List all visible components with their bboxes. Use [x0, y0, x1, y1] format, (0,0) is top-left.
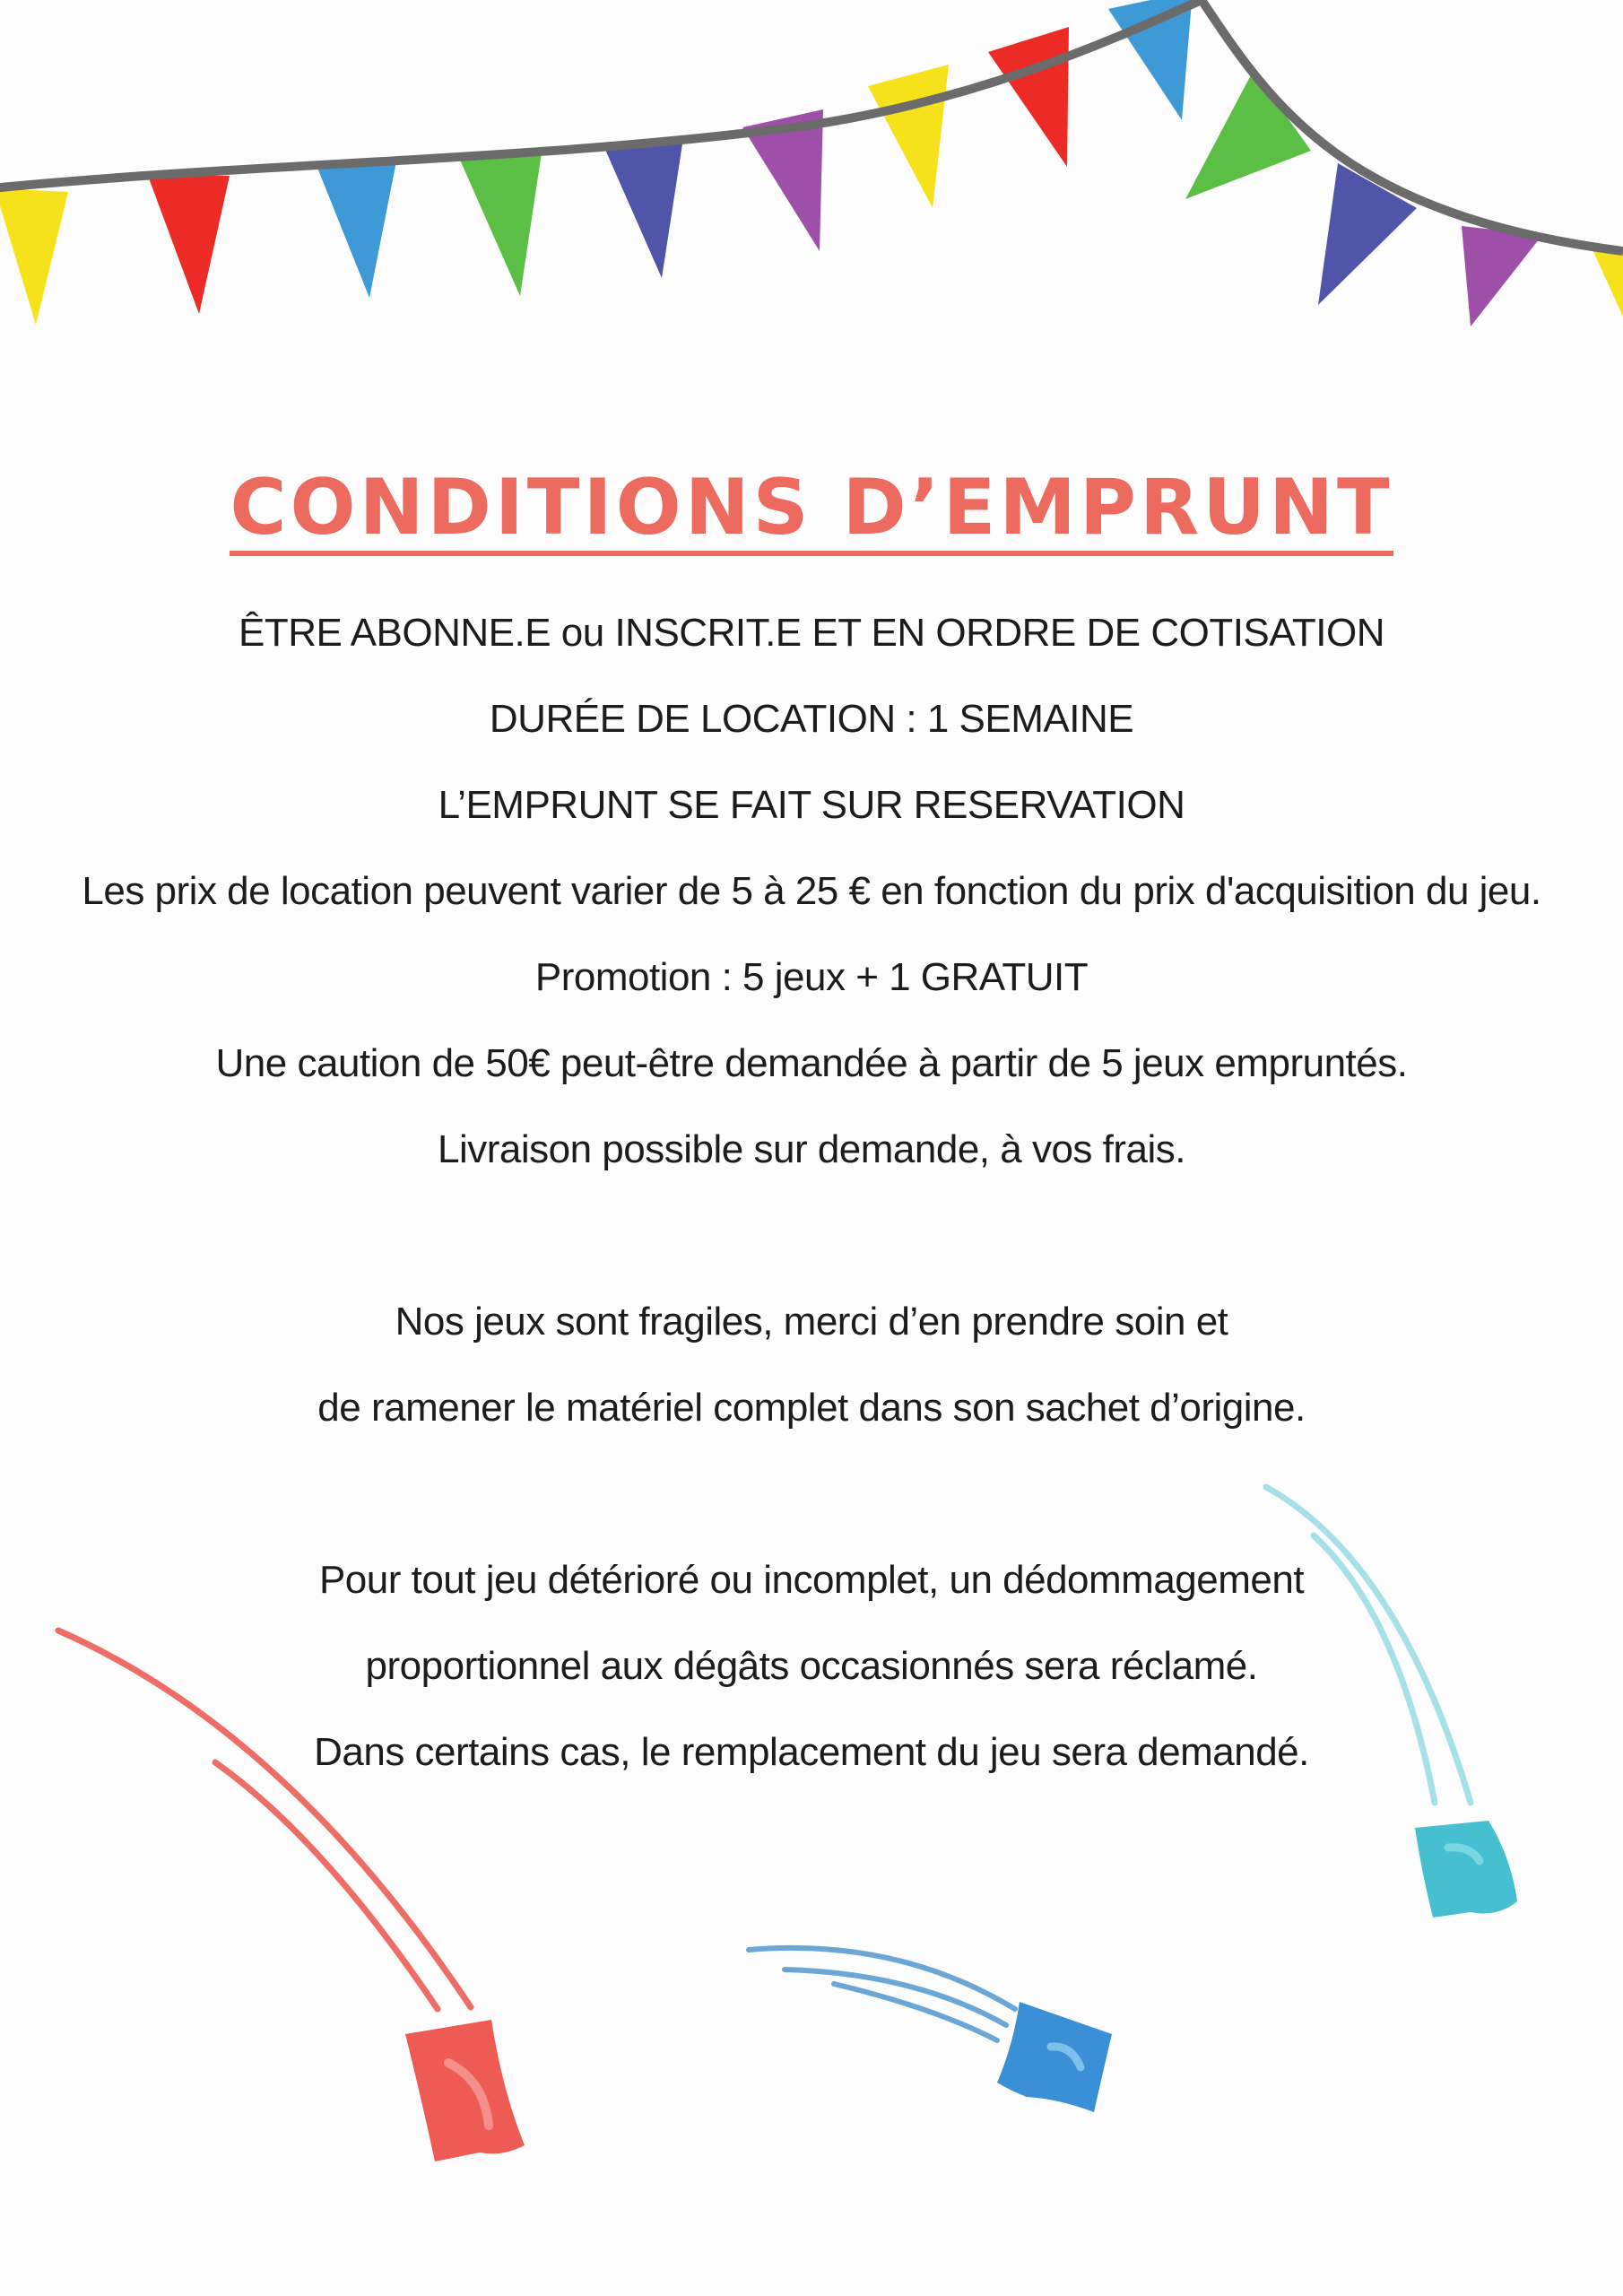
care-line: de ramener le matériel complet dans son sachet d’origine.: [317, 1386, 1306, 1430]
damage-block: [0, 1537, 1623, 1796]
condition-promotion: Promotion : 5 jeux + 1 GRATUIT: [534, 955, 1089, 999]
care-block: [0, 1279, 1623, 1451]
blue-beanbag-icon: [749, 1948, 1112, 2112]
condition-reservation: L’EMPRUNT SE FAIT SUR RESERVATION: [438, 783, 1185, 827]
damage-line: Pour tout jeu détérioré ou incomplet, un dédommagement: [318, 1558, 1305, 1602]
care-line: Nos jeux sont fragiles, merci d’en prendre soin et: [395, 1300, 1228, 1344]
damage-line: proportionnel aux dégâts occasionnés sera réclamé.: [365, 1644, 1258, 1688]
condition-duration: DURÉE DE LOCATION : 1 SEMAINE: [489, 697, 1134, 741]
condition-membership: ÊTRE ABONNE.E ou INSCRIT.E ET EN ORDRE DE COTISATION: [239, 611, 1384, 655]
page-content: [0, 463, 1623, 1796]
condition-delivery: Livraison possible sur demande, à vos frais.: [438, 1127, 1185, 1171]
condition-prices: Les prix de location peuvent varier de 5 à 25 € en fonction du prix d'acquisition du jeu.: [82, 869, 1541, 913]
page-title: CONDITIONS D’EMPRUNT: [230, 466, 1393, 556]
conditions-block: [0, 590, 1623, 1193]
damage-line: Dans certains cas, le remplacement du jeu sera demandé.: [314, 1730, 1309, 1774]
condition-deposit: Une caution de 50€ peut-être demandée à partir de 5 jeux empruntés.: [215, 1041, 1408, 1085]
